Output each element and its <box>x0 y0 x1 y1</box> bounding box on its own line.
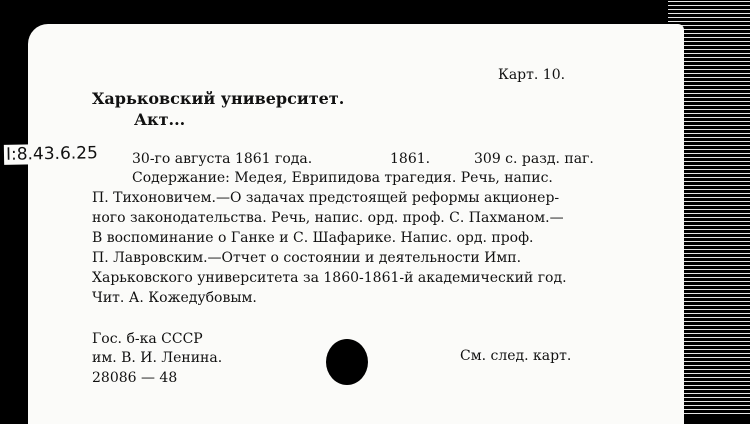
content-line-3: ного законодательства. Речь, напис. орд. проф. С. Пахманом.— <box>92 210 564 226</box>
imprint-year: 1861. <box>390 151 431 167</box>
content-line-5: П. Лавровским.—Отчет о состоянии и деятельности Имп. <box>92 250 522 266</box>
content-line-2: П. Тихоновичем.—О задачах предстоящей реформы акционер- <box>92 190 560 206</box>
library-name-line: им. В. И. Ленина. <box>92 350 223 366</box>
order-number: 28086 — 48 <box>92 370 178 386</box>
content-line-7: Чит. А. Кожедубовым. <box>92 290 257 306</box>
card-title: Харьковский университет. <box>92 89 345 108</box>
content-line-1: Содержание: Медея, Еврипидова трагедия. Речь, напис. <box>132 170 553 186</box>
shelfmark: I:8.43.6.25 <box>5 143 99 165</box>
card-number: Карт. 10. <box>498 67 566 83</box>
punch-hole <box>326 339 368 385</box>
content-line-4: В воспоминание о Ганке и С. Шафарике. Напис. орд. проф. <box>92 230 534 246</box>
card-subtitle: Акт... <box>134 110 186 129</box>
imprint-date: 30-го августа 1861 года. <box>132 151 313 167</box>
continuation-note: См. след. карт. <box>460 348 572 364</box>
content-line-6: Харьковского университета за 1860-1861-й академический год. <box>92 270 567 286</box>
library-line: Гос. б-ка СССР <box>92 331 203 347</box>
imprint-pages: 309 с. разд. паг. <box>474 151 594 167</box>
